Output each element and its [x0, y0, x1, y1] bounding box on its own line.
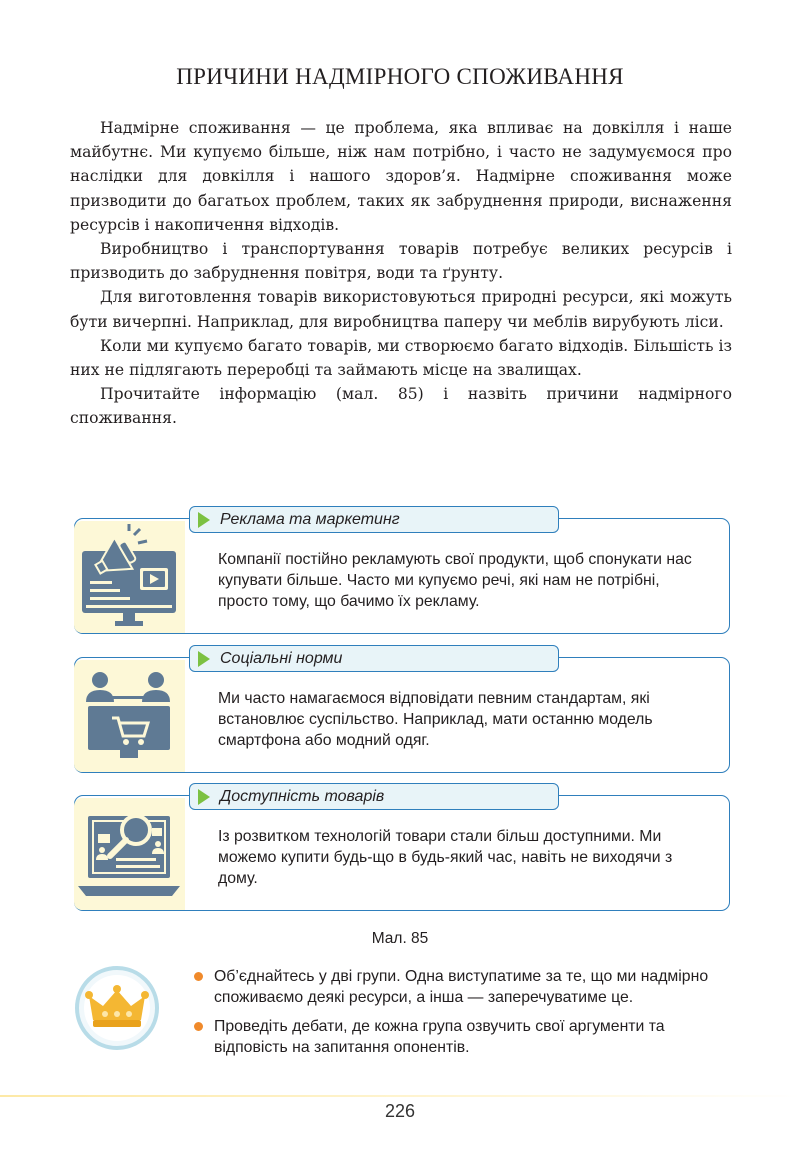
card-tag: [189, 783, 559, 810]
card-label: Доступність товарів: [220, 787, 385, 805]
page-number: 226: [384, 1101, 416, 1121]
figure-caption: Мал. 85: [371, 930, 429, 947]
crown-icon: [73, 964, 161, 1056]
arrow-right-icon: [198, 789, 210, 805]
bullet-icon: [194, 1022, 203, 1031]
card-label: Реклама та маркетинг: [220, 510, 400, 528]
arrow-right-icon: [198, 651, 210, 667]
advertising-monitor-icon: [74, 521, 185, 633]
card-advertising: [74, 510, 730, 634]
laptop-search-icon: [74, 798, 185, 910]
page-title: ПРИЧИНИ НАДМІРНОГО СПОЖИВАННЯ: [176, 64, 624, 89]
bullet-icon: [194, 972, 203, 981]
main-text: [70, 116, 732, 431]
people-shopping-cart-icon: [74, 660, 185, 772]
card-text: Компанії постійно рекламують свої продукти, щоб спонукати нас купувати більше. Часто ми купуємо речі, які нам не потрібні, просто тому, що бачимо їх рекламу.: [218, 551, 692, 610]
paragraph: Для виготовлення товарів використовуються природні ресурси, які можуть бути вичерпні. Наприклад, для виробництва паперу чи меблів вирубують ліси.: [70, 288, 732, 331]
paragraph: Прочитайте інформацію (мал. 85) і назвіть причини надмірного споживання.: [70, 385, 732, 428]
card-availability: [74, 787, 730, 911]
card-tag: [189, 645, 559, 672]
arrow-right-icon: [198, 512, 210, 528]
task-text: Проведіть дебати, де кожна група озвучить свої аргументи та відповість на запитання опонентів.: [214, 1018, 665, 1056]
paragraph: Надмірне споживання — це проблема, яка впливає на довкілля і наше майбутнє. Ми купуємо більше, ніж нам потрібно, і часто не задумуємося про наслідки для довкілля і нашого здоров’я. Надмірне споживання може призводити до багатьох проблем, таких як забруднення природи, виснаження ресурсів і накопичення відходів.: [70, 119, 732, 234]
card-text: Із розвитком технологій товари стали більш доступними. Ми можемо купити будь-що в будь-який час, навіть не виходячи з дому.: [218, 828, 673, 887]
card-tag: [189, 506, 559, 533]
list-item: [192, 966, 737, 1008]
card-text: Ми часто намагаємося відповідати певним стандартам, які встановлює суспільство. Наприклад, мати останню модель смартфона або модний одяг.: [218, 690, 653, 749]
paragraph: Коли ми купуємо багато товарів, ми створюємо багато відходів. Більшість із них не підлягають переробці та займають місце на звалищах.: [70, 336, 732, 380]
task-text: Об’єднайтесь у дві групи. Одна виступатиме за те, що ми надмірно споживаємо деякі ресурси, а інша — заперечуватиме це.: [214, 968, 709, 1006]
task-list: [192, 966, 737, 1066]
card-social-norms: [74, 649, 730, 773]
footer-divider: [0, 1095, 800, 1097]
paragraph: Виробництво і транспортування товарів потребує великих ресурсів і призводить до забруднення повітря, води та ґрунту.: [70, 240, 732, 283]
card-label: Соціальні норми: [220, 649, 343, 667]
list-item: [192, 1016, 737, 1058]
